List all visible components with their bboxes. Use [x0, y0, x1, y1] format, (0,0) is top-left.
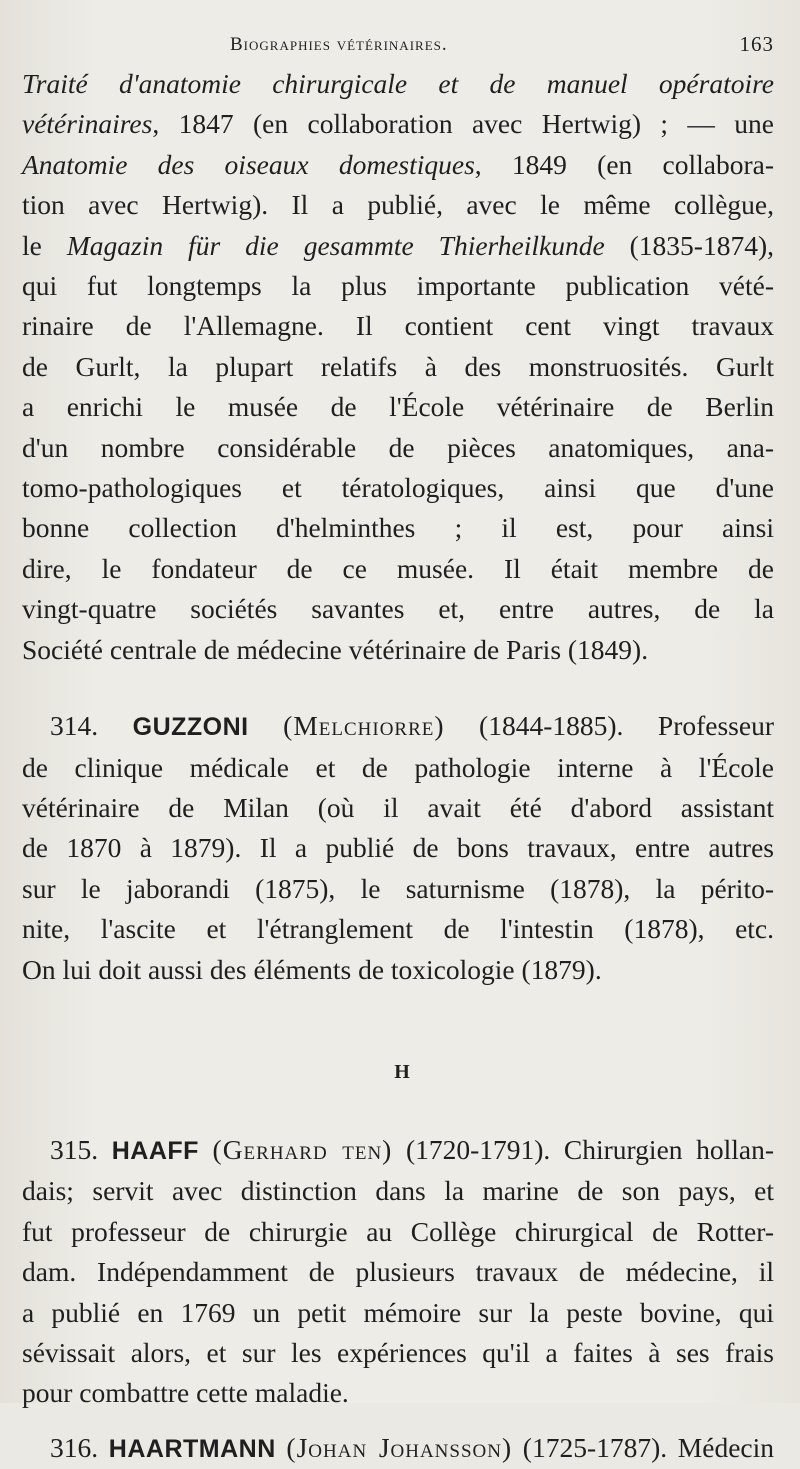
- italic-title-text: vétérinaires: [22, 108, 153, 140]
- entry-dates-text: (1725-1787). Médecin: [522, 1431, 775, 1463]
- text-line: fut professeur de chirurgie au Collège chirurgical de Rotter-: [22, 1215, 774, 1247]
- text-line: de 1870 à 1879). Il a publié de bons travaux, entre autres: [22, 832, 774, 864]
- text-line: [22, 549, 774, 589]
- text-line: [22, 185, 774, 225]
- text-line: pour combattre cette maladie.: [22, 1377, 349, 1409]
- entry-given-name: (Melchiorre): [283, 710, 445, 742]
- text-line: de clinique médicale et de pathologie interne à l'École: [22, 751, 774, 783]
- entry-surname: HAARTMANN: [108, 1434, 276, 1463]
- text-segment: bonne collection d'helminthes ; il est, pour ainsi: [22, 512, 774, 544]
- italic-title-text: Traité d'anatomie chirurgicale et de manuel opératoire: [22, 68, 774, 99]
- text-line: dais; servit avec distinction dans la marine de son pays, et: [22, 1175, 774, 1207]
- text-line: [22, 630, 774, 670]
- entry-314-first-line: [22, 706, 774, 747]
- italic-title-text: Anatomie des oiseaux domestiques: [22, 148, 475, 180]
- text-line: On lui doit aussi des éléments de toxicologie (1879).: [22, 953, 602, 985]
- text-line: [22, 508, 774, 548]
- entry-314-guzzoni: [22, 706, 774, 990]
- entry-given-name: (Gerhard ten): [212, 1133, 393, 1165]
- text-line: a publié en 1769 un petit mémoire sur la peste bovine, qui: [22, 1296, 774, 1328]
- text-line: [22, 226, 774, 266]
- text-segment: (1835-1874),: [604, 229, 774, 261]
- entry-surname: GUZZONI: [132, 713, 249, 742]
- entry-315-haaff: [22, 1130, 774, 1414]
- text-line: [22, 428, 774, 468]
- text-segment: le: [22, 229, 67, 261]
- text-segment: de Gurlt, la plupart relatifs à des monstruosités. Gurlt: [22, 350, 774, 382]
- page-number: 163: [739, 32, 774, 56]
- text-line: [22, 306, 774, 346]
- entry-316-first-line: [22, 1428, 774, 1469]
- text-segment: a enrichi le musée de l'École vétérinaire de Berlin: [22, 391, 774, 423]
- text-segment: vingt-quatre sociétés savantes et, entre autres, de la: [22, 593, 774, 625]
- text-segment: qui fut longtemps la plus importante publication vété-: [22, 270, 774, 302]
- entry-given-name: (Johan Johansson): [286, 1431, 513, 1463]
- text-line: [22, 145, 774, 185]
- running-title: Biographies vétérinaires.: [230, 34, 448, 55]
- entry-number: 316.: [50, 1431, 99, 1463]
- text-segment: tion avec Hertwig). Il a publié, avec le même collègue,: [22, 189, 774, 221]
- text-segment: dire, le fondateur de ce musée. Il était membre de: [22, 552, 774, 584]
- text-line: [22, 347, 774, 387]
- text-line: dam. Indépendamment de plusieurs travaux de médecine, il: [22, 1256, 774, 1288]
- section-letter-heading: H: [394, 1060, 410, 1083]
- running-head: [22, 30, 774, 64]
- text-line: [22, 64, 774, 104]
- entry-number: 315.: [50, 1133, 99, 1165]
- text-line: vétérinaire de Milan (où il avait été d'abord assistant: [22, 791, 774, 823]
- entry-315-first-line: [22, 1130, 774, 1171]
- text-line: sur le jaborandi (1875), le saturnisme (1878), la périto-: [22, 872, 774, 904]
- text-line: nite, l'ascite et l'étranglement de l'intestin (1878), etc.: [22, 913, 774, 945]
- text-line: [22, 589, 774, 629]
- entry-dates-text: (1844-1885). Professeur: [479, 710, 774, 742]
- text-line: [22, 104, 774, 144]
- entry-number: 314.: [50, 710, 99, 742]
- text-segment: , 1849 (en collabora-: [474, 148, 774, 180]
- text-line: [22, 468, 774, 508]
- entry-dates-text: (1720-1791). Chirurgien hollan-: [405, 1133, 775, 1165]
- text-segment: , 1847 (en collaboration avec Hertwig) ; — une: [152, 108, 774, 140]
- text-segment: d'un nombre considérable de pièces anatomiques, ana-: [22, 431, 774, 463]
- entry-surname: HAAFF: [111, 1136, 199, 1165]
- text-segment: rinaire de l'Allemagne. Il contient cent vingt travaux: [22, 310, 774, 342]
- italic-title-text: Magazin für die gesammte Thierheilkunde: [66, 229, 605, 261]
- entry-316-haartmann: [22, 1428, 774, 1469]
- text-line: sévissait alors, et sur les expériences qu'il a faites à ses frais: [22, 1336, 774, 1368]
- text-line: [22, 266, 774, 306]
- text-segment: Société centrale de médecine vétérinaire de Paris (1849).: [22, 633, 649, 665]
- text-segment: tomo-pathologiques et tératologiques, ainsi que d'une: [22, 472, 774, 504]
- gurlt-biography-continuation: [22, 64, 774, 670]
- text-line: [22, 387, 774, 427]
